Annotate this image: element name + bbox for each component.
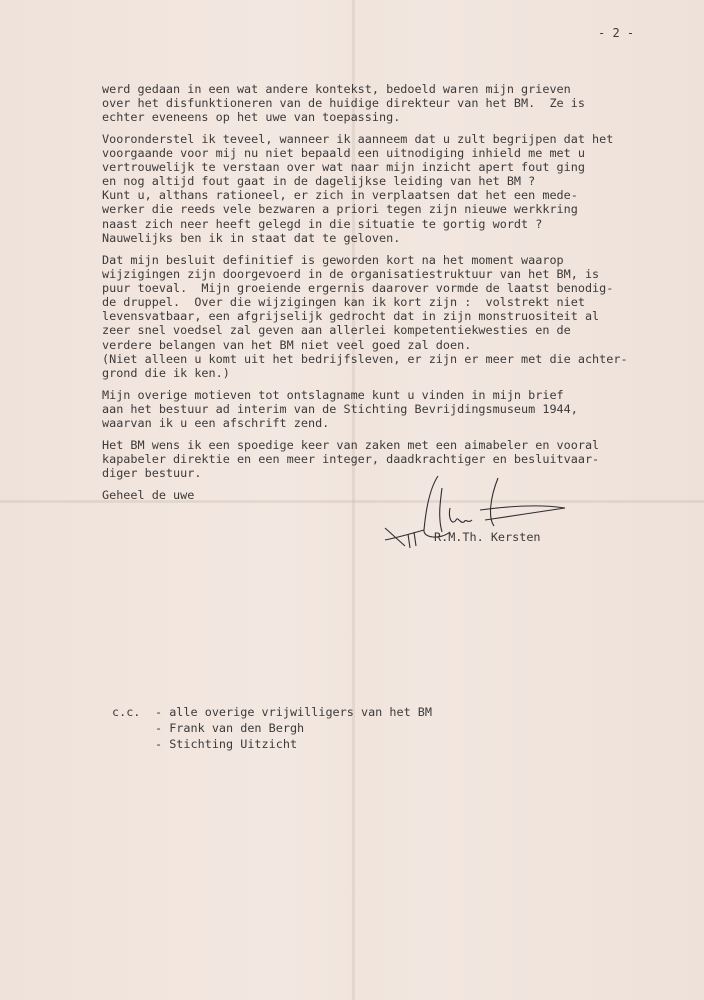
text-line: werd gedaan in een wat andere kontekst, bedoeld waren mijn grieven <box>102 82 571 96</box>
paragraph-4 <box>102 388 578 430</box>
cc-label: c.c. <box>112 705 141 719</box>
text-line: echter eveneens op het uwe van toepassing. <box>102 110 401 125</box>
closing: Geheel de uwe <box>102 488 195 502</box>
text-line: vertrouwelijk te verstaan over wat naar mijn inzicht apert fout ging <box>102 160 585 175</box>
text-line: Het BM wens ik een spoedige keer van zaken met een aimabeler en vooral <box>102 438 600 452</box>
text-line: waarvan ik u een afschrift zend. <box>102 416 330 431</box>
paragraph-2 <box>102 132 613 245</box>
text-line: naast zich neer heeft gelegd in die situatie te gortig wordt ? <box>102 216 543 231</box>
text-line: levensvatbaar, een afgrijselijk gedrocht dat in zijn monstruositeit al <box>102 309 600 324</box>
text-line: en nog altijd fout gaat in de dagelijkse leiding van het BM ? <box>102 174 536 189</box>
cc-recipient: - Stichting Uitzicht <box>155 737 298 751</box>
text-line: zeer snel voedsel zal geven aan allerlei kompetentiekwesties en de <box>102 323 571 338</box>
text-line: puur toeval. Mijn groeiende ergernis daarover vormde de laatst benodig- <box>102 281 614 296</box>
text-line: kapabeler direktie en een meer integer, daadkrachtiger en besluitvaar- <box>102 452 600 467</box>
text-line: (Niet alleen u komt uit het bedrijfsleven, er zijn er meer met die achter- <box>102 351 628 366</box>
signature-name: R.M.Th. Kersten <box>434 530 541 544</box>
text-line: voorgaande voor mij nu niet bepaald een uitnodiging inhield me met u <box>102 146 585 161</box>
text-line: over het disfunktioneren van de huidige direkteur van het BM. Ze is <box>102 96 585 111</box>
text-line: de druppel. Over die wijzigingen kan ik kort zijn : volstrekt niet <box>102 295 585 310</box>
text-line: Nauwelijks ben ik in staat dat te geloven. <box>102 230 401 245</box>
paragraph-1 <box>102 82 585 124</box>
text-line: aan het bestuur ad interim van de Stichting Bevrijdingsmuseum 1944, <box>102 402 578 417</box>
cc-recipient: - alle overige vrijwilligers van het BM <box>155 705 432 719</box>
text-line: werker die reeds vele bezwaren a priori tegen zijn nieuwe werkkring <box>102 202 578 217</box>
text-line: wijzigingen zijn doorgevoerd in de organisatiestruktuur van het BM, is <box>102 267 600 282</box>
text-line: Kunt u, althans rationeel, er zich in verplaatsen dat het een mede- <box>102 188 578 203</box>
paragraph-3 <box>102 253 628 380</box>
text-line: grond die ik ken.) <box>102 365 230 380</box>
text-line: Mijn overige motieven tot ontslagname kunt u vinden in mijn brief <box>102 388 564 402</box>
cc-recipient: - Frank van den Bergh <box>155 721 305 735</box>
text-line: verdere belangen van het BM niet veel goed zal doen. <box>102 337 472 352</box>
text-line: Dat mijn besluit definitief is geworden kort na het moment waarop <box>102 253 564 267</box>
text-line: Vooronderstel ik teveel, wanneer ik aanneem dat u zult begrijpen dat het <box>102 132 614 146</box>
text-line: diger bestuur. <box>102 466 202 481</box>
page-number: - 2 - <box>598 26 635 40</box>
